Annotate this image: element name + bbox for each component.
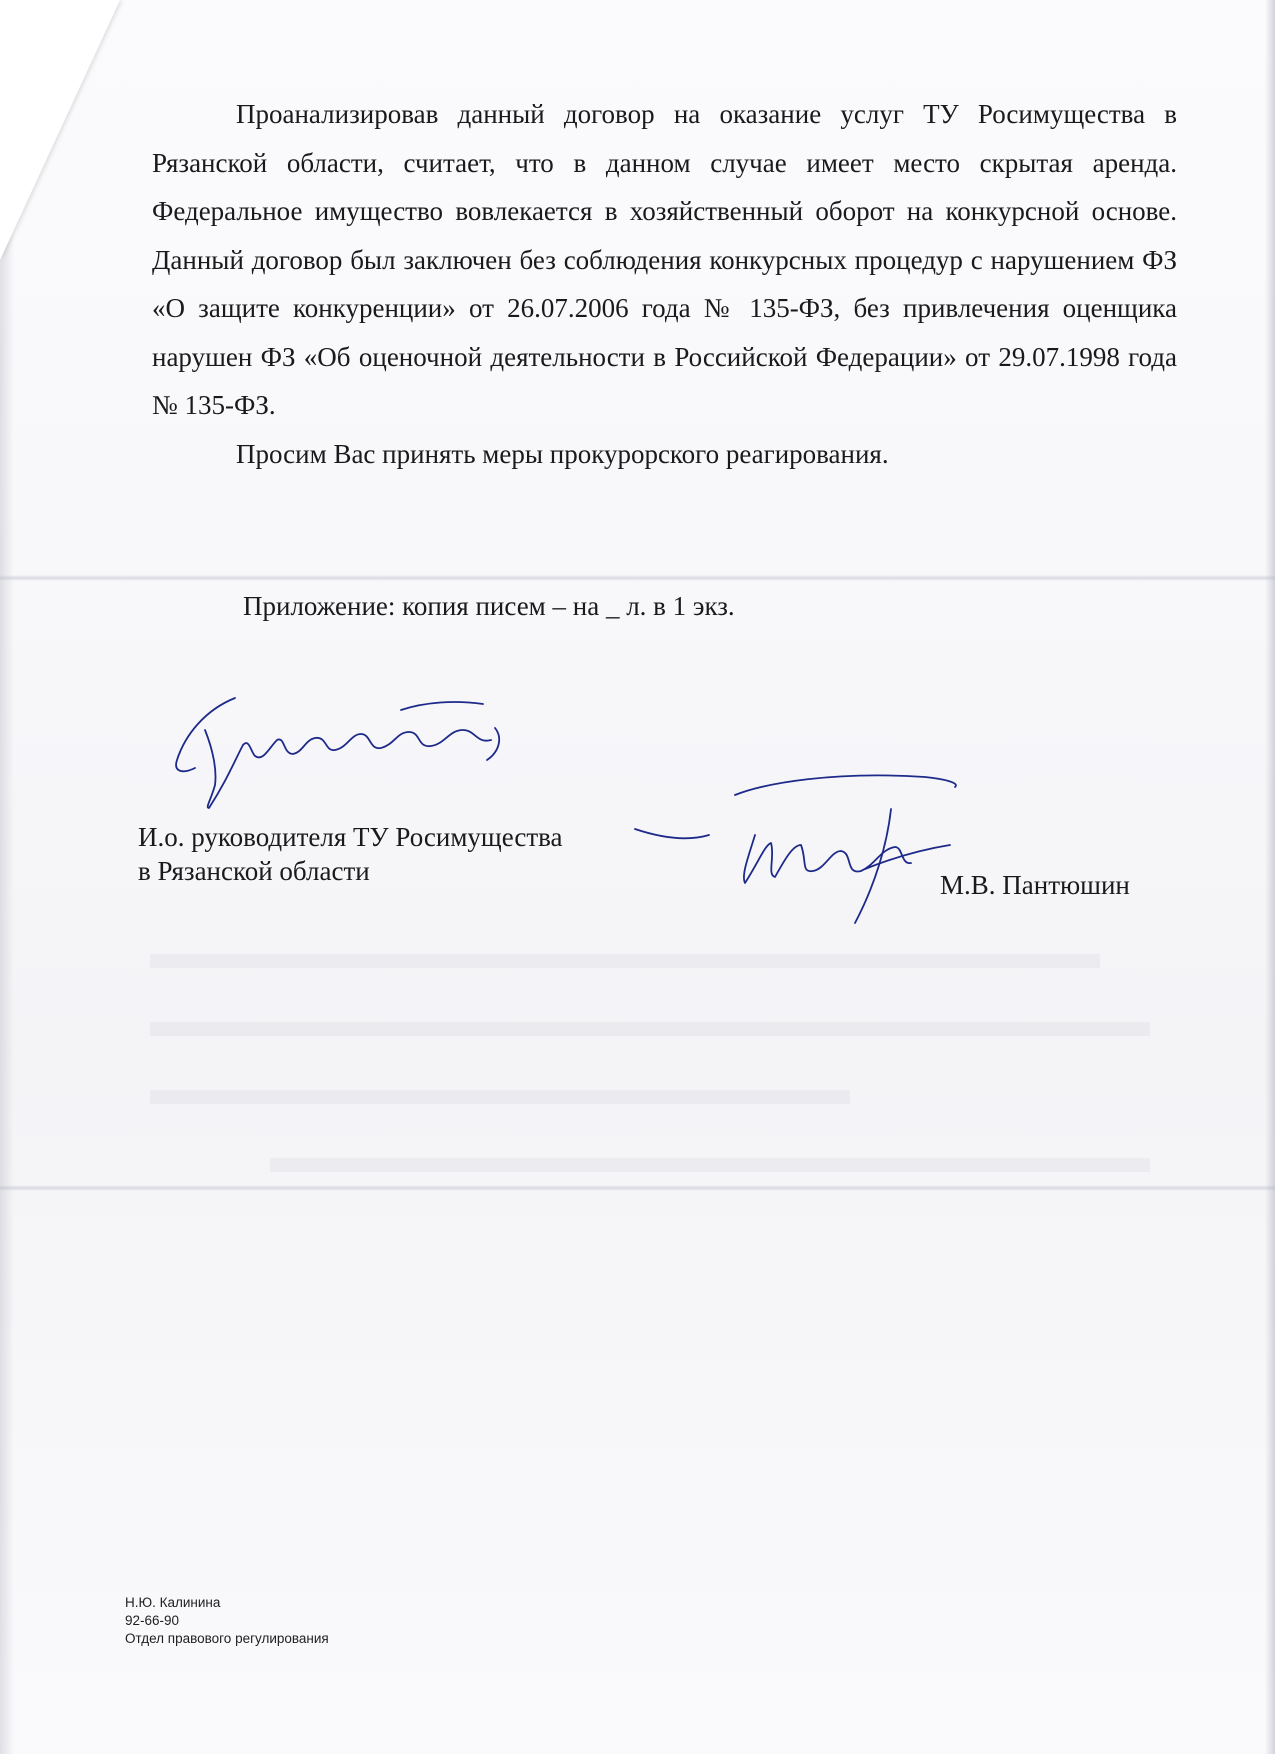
signature-stroke [487,728,499,760]
folded-corner [0,0,120,260]
attachment-line: Приложение: копия писем – на _ л. в 1 экз. [243,591,735,621]
body-paragraph: Проанализировав данный договор на оказание услуг ТУ Росимущества в Рязанской области, считает, что в данном случае имеет место скрытая аренда. Федеральное имущество вовлекается в хозяйственный оборот на конкурсной основе. Данный договор был заключен без соблюдения конкурсных процедур с нарушением ФЗ «О защите конкуренции» от 26.07.2006 года № 135-ФЗ, без привлечения оценщика нарушен ФЗ «Об оценочной деятельности в Российской Федерации» от 29.07.1998 года № 135-ФЗ. [152,99,1177,420]
signature-stroke [176,698,235,771]
executor-phone: 92-66-90 [125,1613,180,1628]
signature-stroke [401,702,483,710]
signature-stroke [205,730,491,808]
signature-stroke [635,829,709,838]
scan-left-edge [0,0,14,1754]
position-line: И.о. руководителя ТУ Росимущества [138,822,563,852]
letter-body [152,90,1177,478]
executor-name: Н.Ю. Калинина [125,1595,221,1610]
signatory-signature [625,765,1005,935]
executor-block [125,1594,329,1648]
signature-stroke [735,775,956,795]
handwritten-signature [165,690,525,820]
signatory-position [138,820,563,888]
executor-department: Отдел правового регулирования [125,1631,329,1646]
paper-fold [0,575,1275,581]
scan-right-edge [1265,0,1275,1754]
signatory-name: М.В. Пантюшин [940,870,1130,900]
bleed-through-shadow [150,940,1160,1240]
request-paragraph: Просим Вас принять меры прокурорского реагирования. [236,438,889,469]
position-line: в Рязанской области [138,856,370,886]
